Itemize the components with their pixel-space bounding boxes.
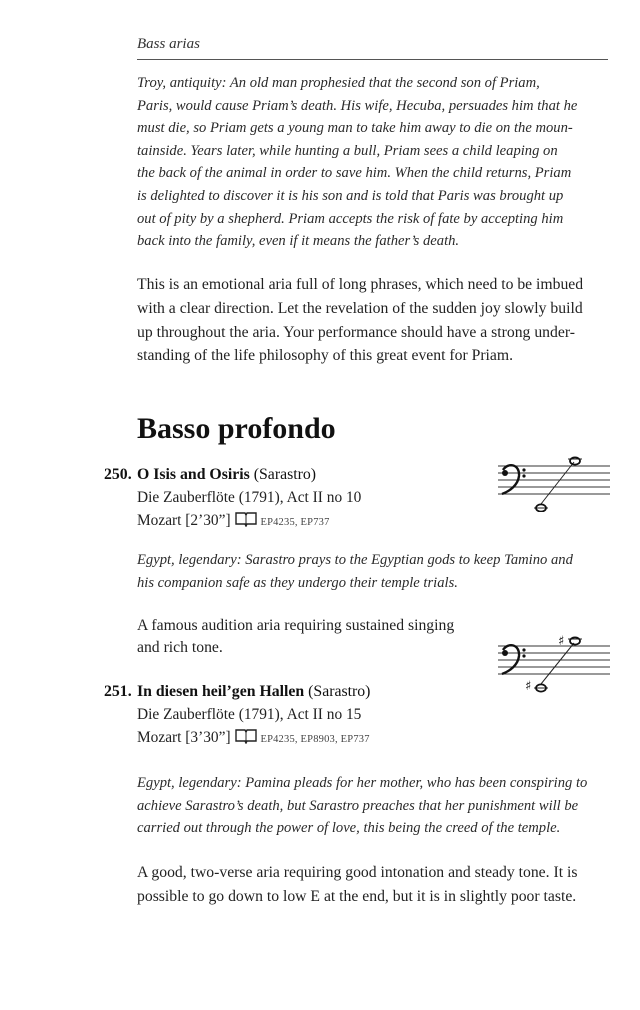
composer-duration: Mozart [3’30”] — [137, 729, 231, 746]
comment-line: standing of the life philosophy of this great event for Priam. — [137, 347, 513, 365]
aria-251-heading — [104, 683, 370, 701]
comment-line: with a clear direction. Let the revelation of the sudden joy slowly build — [137, 299, 583, 317]
synopsis-line: back into the family, even if it means the father’s death. — [137, 233, 460, 250]
synopsis-line: Troy, antiquity: An old man prophesied that the second son of Priam, — [137, 75, 540, 91]
synopsis-line: achieve Sarastro’s death, but Sarastro preaches that her punishment will be — [137, 797, 579, 814]
synopsis-line: Paris, would cause Priam’s death. His wife, Hecuba, persuades him that he — [137, 97, 578, 114]
range-staff-250 — [494, 452, 614, 512]
score-refs: EP4235, EP737 — [260, 517, 330, 528]
aria-250-synopsis — [137, 549, 617, 594]
aria-250-composer — [137, 511, 330, 532]
comment-line: A famous audition aria requiring sustained singing — [137, 617, 455, 634]
aria-role: (Sarastro) — [253, 466, 317, 483]
composer-duration: Mozart [2’30”] — [137, 512, 231, 529]
aria-number: 251. — [104, 683, 132, 700]
intro-comment — [137, 273, 609, 368]
aria-250-opera: Die Zauberflöte (1791), Act II no 10 — [137, 489, 362, 506]
comment-line: possible to go down to low E at the end, but it is in slightly poor taste. — [137, 887, 577, 905]
comment-line: This is an emotional aria full of long phrases, which need to be imbued — [137, 276, 584, 293]
aria-title: O Isis and Osiris — [137, 466, 250, 483]
synopsis-line: Egypt, legendary: Sarastro prays to the Egyptian gods to keep Tamino and — [137, 552, 573, 568]
sharp-icon: ♯ — [525, 679, 532, 694]
comment-line: up throughout the aria. Your performance should have a strong under- — [137, 323, 575, 341]
comment-line: A good, two-verse aria requiring good intonation and steady tone. It is — [137, 864, 578, 881]
synopsis-line: Egypt, legendary: Pamina pleads for her mother, who has been conspiring to — [137, 775, 588, 791]
aria-250-comment — [137, 615, 487, 659]
aria-number: 250. — [104, 466, 132, 483]
aria-251-comment — [137, 861, 609, 909]
synopsis-line: the back of the animal in order to save him. When the child returns, Priam — [137, 165, 572, 182]
running-head: Bass arias — [137, 36, 200, 52]
aria-role: (Sarastro) — [308, 683, 371, 700]
note-high — [570, 457, 580, 464]
section-title: Basso profondo — [137, 412, 336, 445]
book-icon — [234, 511, 258, 532]
aria-250-heading — [104, 466, 316, 484]
synopsis-line: tainside. Years later, while hunting a bull, Priam sees a child leaping on — [137, 142, 558, 159]
synopsis-line: carried out through the power of love, this being the creed of the temple. — [137, 820, 561, 837]
score-refs: EP4235, EP8903, EP737 — [260, 734, 370, 745]
synopsis-line: out of pity by a shepherd. Priam accepts the risk of fate by accepting him — [137, 210, 564, 227]
aria-title: In diesen heil’gen Hallen — [137, 683, 305, 700]
aria-251-synopsis — [137, 772, 615, 840]
aria-251-composer — [137, 728, 370, 749]
synopsis-line: is delighted to discover it is his son and is told that Paris was brought up — [137, 187, 564, 204]
synopsis-line: must die, so Priam gets a young man to take him away to die on the moun- — [137, 120, 573, 137]
header-rule — [137, 59, 608, 60]
comment-line: and rich tone. — [137, 639, 223, 656]
sharp-icon: ♯ — [558, 634, 565, 649]
synopsis-line: his companion safe as they undergo their temple trials. — [137, 574, 458, 591]
intro-synopsis — [137, 72, 617, 253]
note-high — [570, 637, 580, 644]
book-icon — [234, 728, 258, 749]
aria-251-opera: Die Zauberflöte (1791), Act II no 15 — [137, 706, 362, 723]
range-staff-251 — [494, 626, 614, 696]
